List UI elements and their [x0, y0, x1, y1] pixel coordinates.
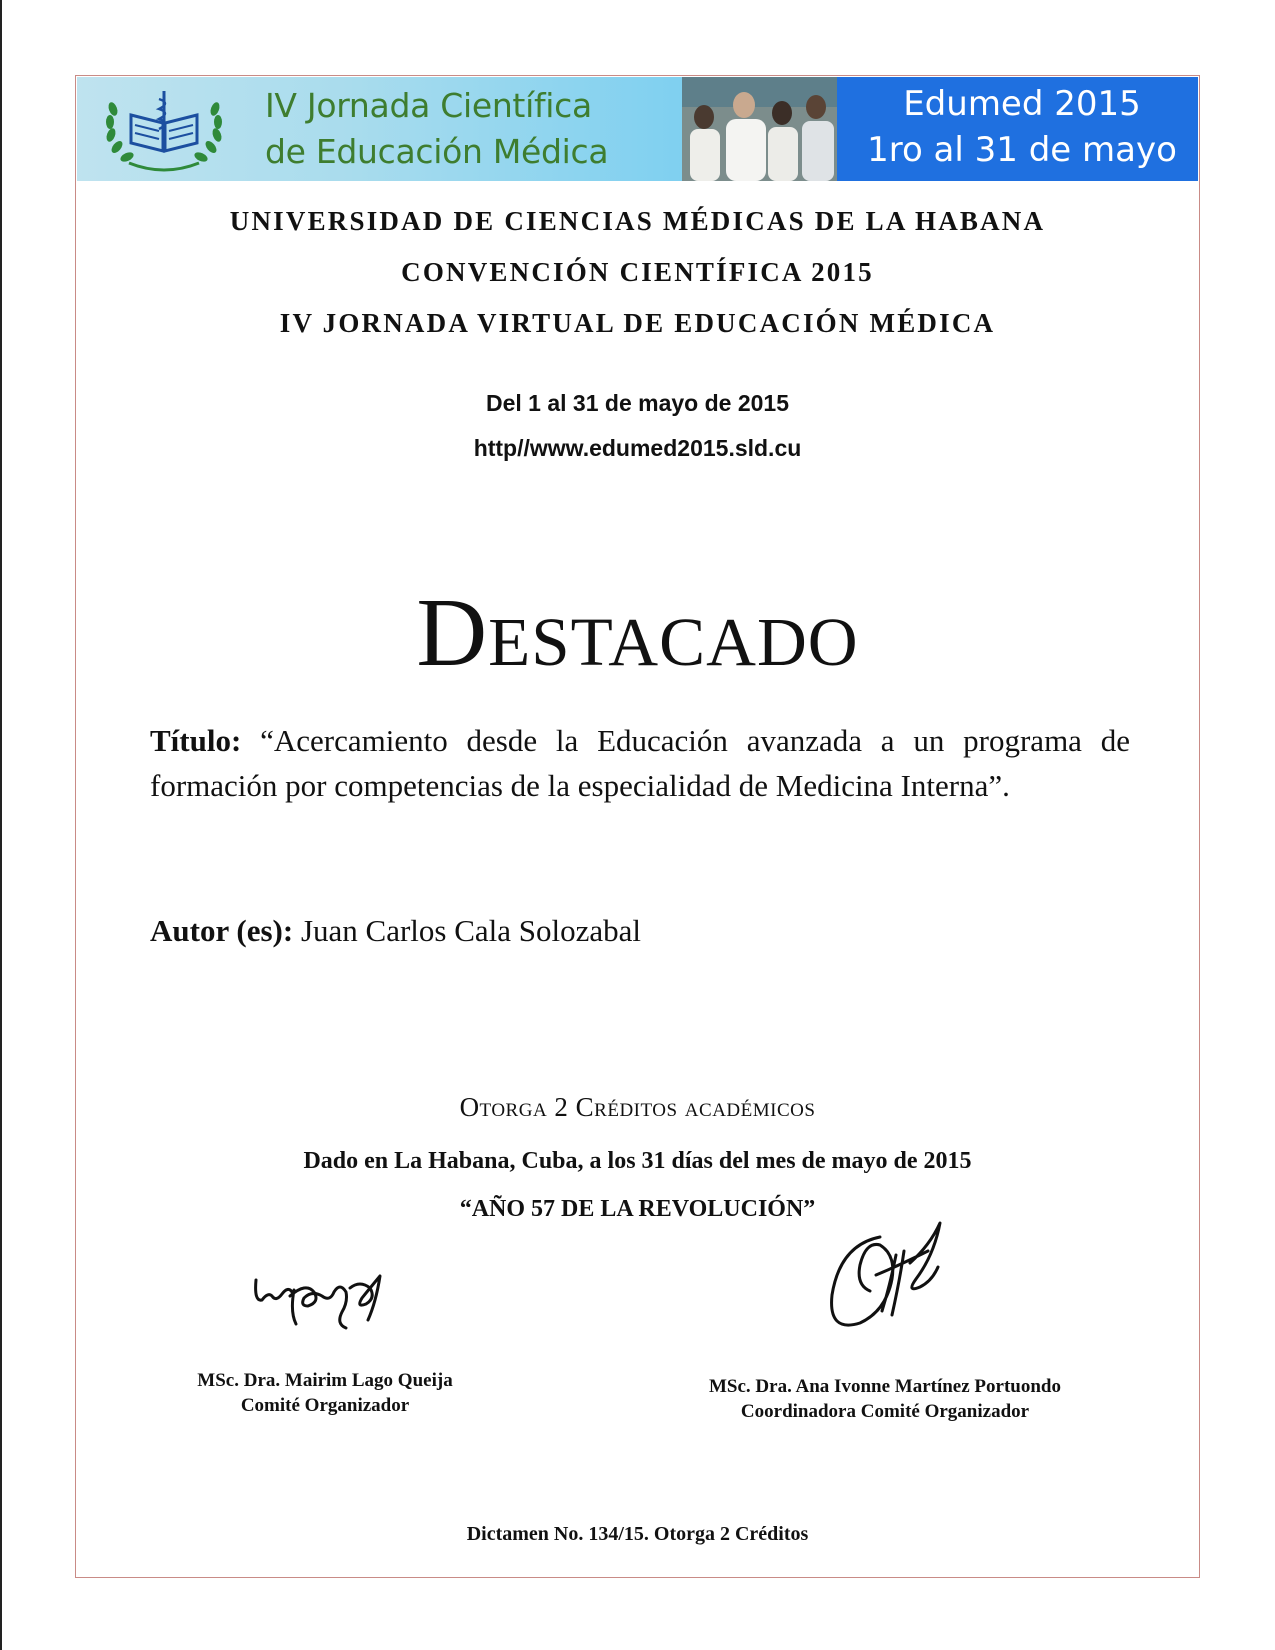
page-edge-line: [0, 0, 2, 1650]
signer-right: [660, 1374, 1110, 1424]
event-website: http//www.edumed2015.sld.cu: [473, 435, 802, 461]
work-title-block: [150, 718, 1130, 808]
signer-right-name: MSc. Dra. Ana Ivonne Martínez Portuondo: [708, 1376, 1061, 1397]
work-title: “Acercamiento desde la Educación avanzada a un programa de formación por competencias de la especialidad de Medicina Interna”.: [150, 723, 1131, 803]
banner-edumed: [857, 81, 1187, 173]
signature-lago-icon: [250, 1262, 400, 1342]
award-title: Destacado: [416, 579, 859, 687]
author-block: [150, 908, 1130, 953]
group-photo-image: [682, 77, 837, 181]
title-label: Título:: [150, 723, 242, 758]
banner-date-panel: [837, 77, 1198, 181]
banner-title-panel: [77, 77, 682, 181]
signer-left-name: MSc. Dra. Mairim Lago Queija: [197, 1370, 453, 1391]
author-label: Autor (es):: [150, 913, 294, 948]
issued-place-date: Dado en La Habana, Cuba, a los 31 días del mes de mayo de 2015: [303, 1148, 972, 1174]
signer-left: [150, 1368, 500, 1418]
event-banner: [77, 77, 1198, 181]
event-dates: Del 1 al 31 de mayo de 2015: [485, 390, 789, 416]
banner-edumed-line-1: Edumed 2015: [903, 84, 1141, 124]
author-name: Juan Carlos Cala Solozabal: [300, 913, 642, 948]
university-heading: UNIVERSIDAD DE CIENCIAS MÉDICAS DE LA HABANA: [229, 206, 1046, 236]
year-motto: “AÑO 57 DE LA REVOLUCIÓN”: [459, 1196, 816, 1222]
banner-title-line-2: de Educación Médica: [265, 132, 609, 171]
medical-education-logo-icon: [99, 85, 229, 175]
banner-title-line-1: IV Jornada Científica: [265, 86, 592, 125]
banner-edumed-line-2: 1ro al 31 de mayo: [867, 130, 1177, 170]
certificate-frame: [75, 75, 1200, 1578]
signer-right-role: Coordinadora Comité Organizador: [740, 1401, 1030, 1422]
jornada-heading: IV JORNADA VIRTUAL DE EDUCACIÓN MÉDICA: [279, 308, 996, 338]
signature-martinez-icon: [820, 1215, 950, 1345]
signer-left-role: Comité Organizador: [240, 1395, 410, 1416]
dictamen-footer: Dictamen No. 134/15. Otorga 2 Créditos: [466, 1523, 809, 1545]
convention-heading: CONVENCIÓN CIENTÍFICA 2015: [401, 257, 874, 287]
banner-title: [265, 83, 685, 175]
banner-photo: [682, 77, 837, 181]
credits-statement: Otorga 2 Créditos académicos: [459, 1092, 816, 1122]
